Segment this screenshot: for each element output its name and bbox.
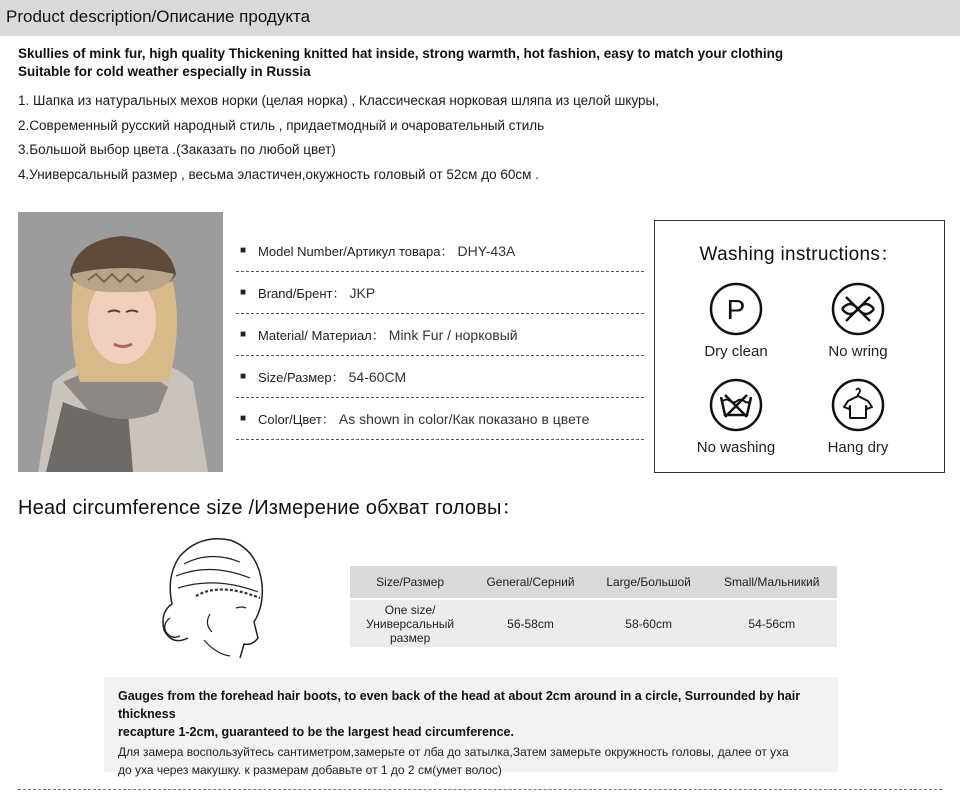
wash-label: Hang dry — [827, 439, 889, 456]
spec-row-size — [236, 356, 644, 398]
feature-list — [18, 89, 938, 187]
spec-value: As shown in color/Как показано в цвете — [338, 410, 590, 427]
table-header: Large/Большой — [591, 566, 707, 599]
header-bar — [0, 0, 960, 36]
intro-english-line-2: Suitable for cold weather especially in Russia — [18, 64, 311, 79]
spec-value: Mink Fur / норковый — [388, 326, 518, 343]
spec-value: 54-60CM — [348, 368, 407, 385]
table-header: General/Серний — [470, 566, 591, 599]
general-size-cell: 56-58cm — [470, 599, 591, 647]
wash-item-hang-dry — [793, 377, 923, 456]
page-title: Product description/Описание продукта — [6, 7, 311, 26]
intro-section — [18, 45, 938, 187]
size-cell-line: размер — [389, 630, 431, 645]
spec-list — [236, 230, 644, 440]
feature-item: 2.Современный русский народный стиль , придаетмодный и очаровательный стиль — [18, 117, 545, 133]
bullet-icon: ■ — [240, 413, 247, 424]
spec-label: Color/Цвет： — [258, 412, 335, 427]
spec-row-color — [236, 398, 644, 440]
measurement-note — [104, 677, 838, 777]
product-photo — [18, 212, 223, 472]
large-size-cell: 58-60cm — [591, 599, 707, 647]
size-cell-line: Универсальный — [366, 616, 455, 631]
table-header: Small/Мальникий — [706, 566, 837, 599]
spec-row-model — [236, 230, 644, 272]
bullet-icon: ■ — [240, 287, 247, 298]
note-english-line-2: recapture 1-2cm, guaranteed to be the largest head circumference. — [118, 725, 514, 739]
spec-label: Material/ Материал： — [258, 328, 385, 343]
wash-item-no-wring — [793, 281, 923, 360]
bullet-icon: ■ — [240, 245, 247, 256]
dry-clean-icon — [708, 281, 764, 337]
size-cell — [350, 599, 470, 647]
spec-label: Size/Размер： — [258, 370, 345, 385]
wash-item-dry-clean — [671, 281, 801, 360]
model-wearing-hat-image — [18, 212, 223, 472]
hang-dry-icon — [830, 377, 886, 433]
bullet-icon: ■ — [240, 329, 247, 340]
table-header-row — [350, 566, 837, 599]
bottom-divider — [18, 789, 942, 790]
spec-label: Model Number/Артикул товара： — [258, 244, 454, 259]
bullet-icon: ■ — [240, 371, 247, 382]
spec-value: JKP — [349, 284, 376, 301]
head-measurement-sketch — [140, 526, 280, 666]
spec-row-brand — [236, 272, 644, 314]
feature-item: 1. Шапка из натуральных мехов норки (целая норка) , Классическая норковая шляпа из целой шкуры, — [18, 93, 659, 108]
wash-label: Dry clean — [704, 343, 768, 360]
small-size-cell: 54-56cm — [706, 599, 837, 647]
no-washing-icon — [708, 377, 764, 433]
wash-item-no-washing — [671, 377, 801, 456]
feature-item: 3.Большой выбор цвета .(Заказать по любой цвет) — [18, 142, 336, 157]
washing-title: Washing instructions： — [699, 244, 900, 265]
spec-value: DHY-43A — [457, 242, 516, 259]
feature-item: 4.Универсальный размер , весьма эластичен,окужность головый от 52см до 60см . — [18, 166, 539, 182]
table-row — [350, 599, 837, 647]
size-cell-line: One size/ — [384, 602, 436, 617]
no-wring-icon — [830, 281, 886, 337]
spec-row-material — [236, 314, 644, 356]
note-russian-line-1: Для замера воспользуйтесь сантиметром,замерьте от лба до затылка,Затем замерьте окружность головы, далее от уха — [118, 745, 789, 759]
note-english-line-1: Gauges from the forehead hair boots, to even back of the head at about 2cm around in a circle, Surrounded by hair thickness — [118, 689, 801, 721]
size-section-title: Head circumference size /Измерение обхват головы： — [18, 497, 522, 519]
intro-english-line-1: Skullies of mink fur, high quality Thickening knitted hat inside, strong warmth, hot fashion, easy to match your clothing — [18, 46, 784, 61]
head-sketch-icon — [140, 526, 280, 666]
spec-label: Brand/Брент： — [258, 286, 346, 301]
wash-label: No washing — [696, 439, 776, 456]
washing-instructions-box — [654, 220, 945, 473]
table-header: Size/Размер — [350, 566, 470, 599]
size-table — [350, 566, 837, 647]
note-russian-line-2: до уха через макушку. к размерам добавьте от 1 до 2 см(умет волос) — [118, 763, 502, 777]
wash-label: No wring — [828, 343, 888, 360]
svg-text:P: P — [726, 294, 746, 325]
